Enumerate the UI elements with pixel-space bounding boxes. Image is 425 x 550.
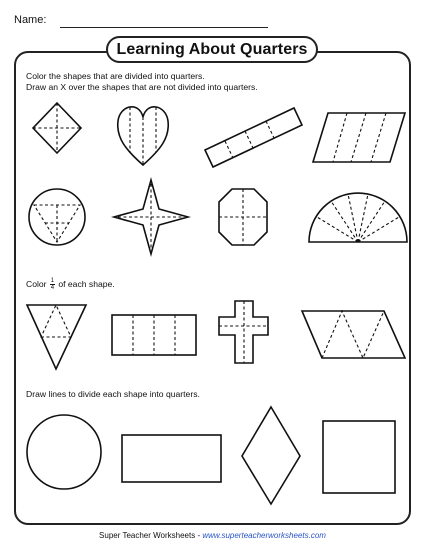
- parallelogram-strips[interactable]: [313, 113, 405, 162]
- semicircle-wedges[interactable]: [309, 193, 407, 242]
- instruction-color-prefix: Color: [26, 278, 47, 289]
- row2-shapes: [29, 180, 407, 254]
- footer-brand: Super Teacher Worksheets: [99, 531, 196, 540]
- blank-square[interactable]: [323, 421, 395, 493]
- rectangle-four-columns[interactable]: [112, 315, 196, 355]
- blank-rectangle[interactable]: [122, 435, 221, 482]
- instruction-color-suffix: of each shape.: [58, 278, 115, 289]
- row1-shapes: [33, 103, 405, 167]
- triangle-quartered[interactable]: [27, 305, 86, 369]
- circle-with-triangle[interactable]: [29, 189, 85, 245]
- fraction-numerator: 1: [50, 278, 55, 284]
- instruction-line-1: Color the shapes that are divided into quarters.: [26, 71, 205, 81]
- fraction-denominator: 4: [50, 285, 55, 291]
- instruction-section-3: Draw lines to divide each shape into quarters.: [26, 389, 200, 399]
- footer: [0, 531, 425, 540]
- heart-strips[interactable]: [118, 107, 169, 165]
- four-point-star[interactable]: [114, 180, 188, 254]
- diamond-quartered[interactable]: [33, 103, 81, 153]
- tilted-rectangle-strips[interactable]: [205, 108, 302, 167]
- blank-diamond[interactable]: [242, 407, 300, 504]
- blank-circle[interactable]: [27, 415, 101, 489]
- row3-shapes: [27, 301, 405, 369]
- name-label: Name:: [14, 14, 47, 26]
- footer-separator: -: [195, 531, 203, 540]
- row4-shapes: [27, 407, 395, 504]
- page-title: Learning About Quarters: [106, 36, 318, 63]
- footer-url-link[interactable]: www.superteacherworksheets.com: [202, 531, 326, 540]
- instruction-line-2: Draw an X over the shapes that are not divided into quarters.: [26, 82, 258, 92]
- parallelogram-triangles[interactable]: [302, 311, 405, 358]
- octagon-quartered[interactable]: [219, 189, 267, 245]
- cross-quartered[interactable]: [219, 301, 268, 363]
